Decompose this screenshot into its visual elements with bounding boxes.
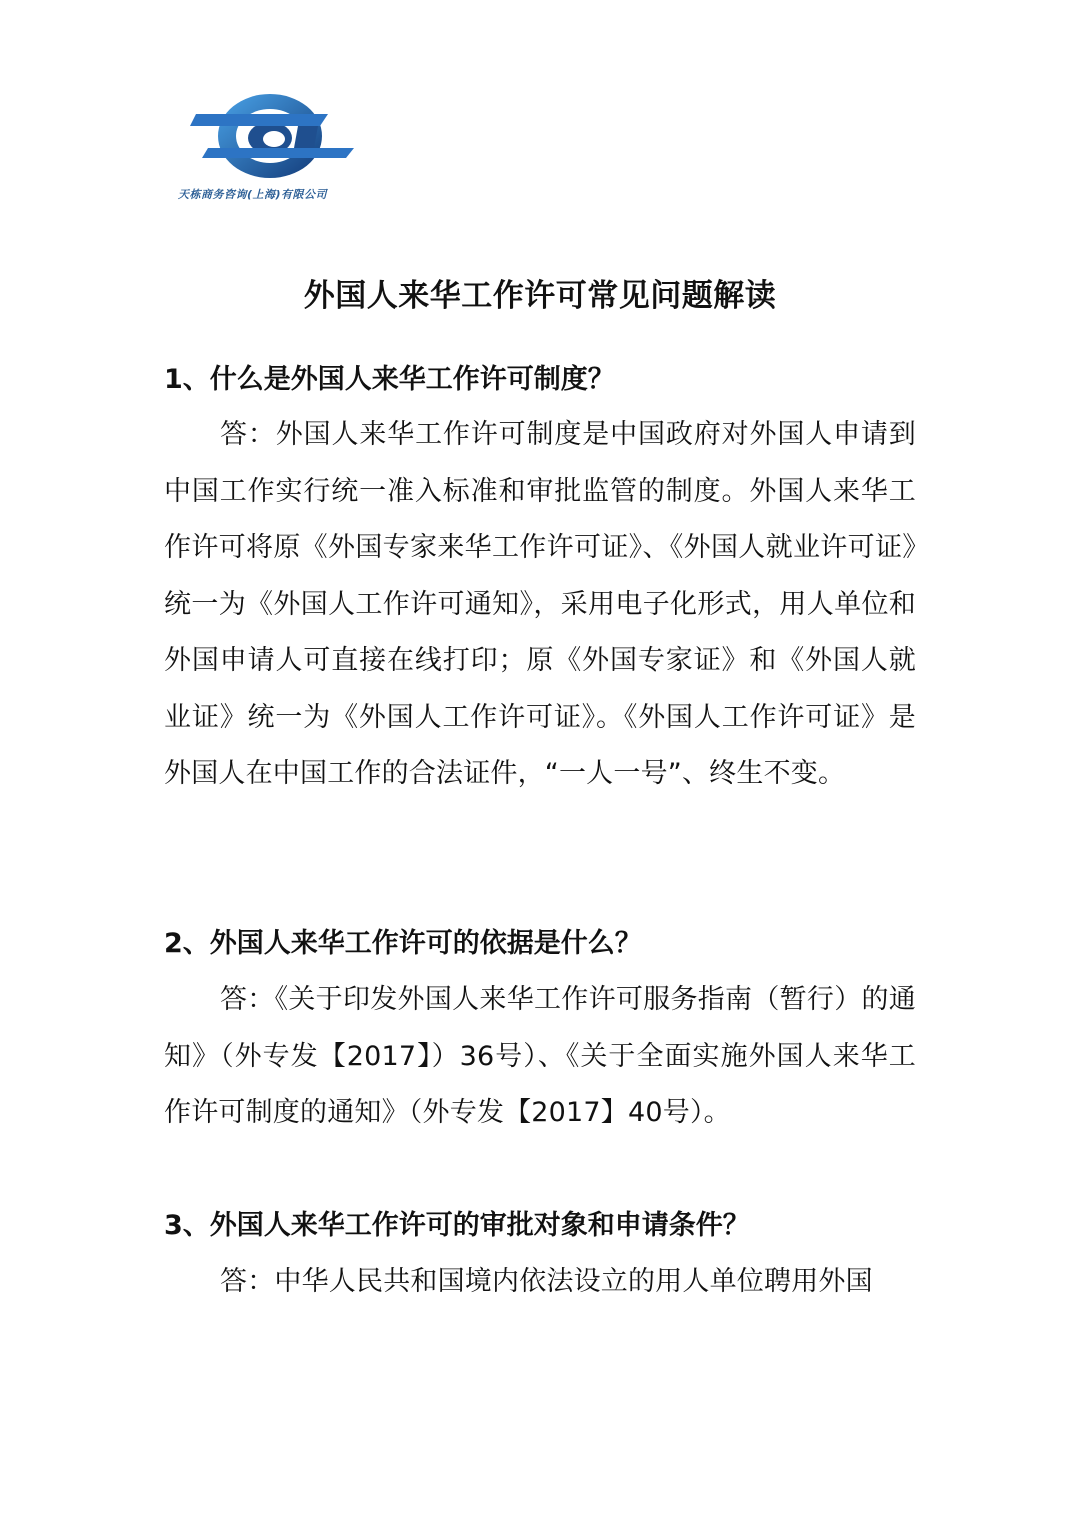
answer-2: 答：《关于印发外国人来华工作许可服务指南（暂行）的通知》（外专发【2017】）36号）、《关于全面实施外国人来华工作许可制度的通知》（外专发【2017】40号）。 <box>164 984 916 1128</box>
question-1: 1、什么是外国人来华工作许可制度？ <box>164 364 615 395</box>
question-2: 2、外国人来华工作许可的依据是什么？ <box>164 928 642 959</box>
company-name: 天栋商务咨询(上海)有限公司 <box>178 188 328 201</box>
answer-3: 答：中华人民共和国境内依法设立的用人单位聘用外国 <box>220 1266 873 1297</box>
question-3: 3、外国人来华工作许可的审批对象和申请条件？ <box>164 1210 750 1241</box>
answer-1: 答：外国人来华工作许可制度是中国政府对外国人申请到中国工作实行统一准入标准和审批监管的制度。外国人来华工作许可将原《外国专家来华工作许可证》、《外国人就业许可证》统一为《外国人工作许可通知》，采用电子化形式，用人单位和外国申请人可直接在线打印；原《外国专家证》和《外国人就业证》统一为《外国人工作许可证》。《外国人工作许可证》是外国人在中国工作的合法证件，“一人一号”、终生不变。 <box>164 419 916 789</box>
document-title: 外国人来华工作许可常见问题解读 <box>303 278 777 314</box>
